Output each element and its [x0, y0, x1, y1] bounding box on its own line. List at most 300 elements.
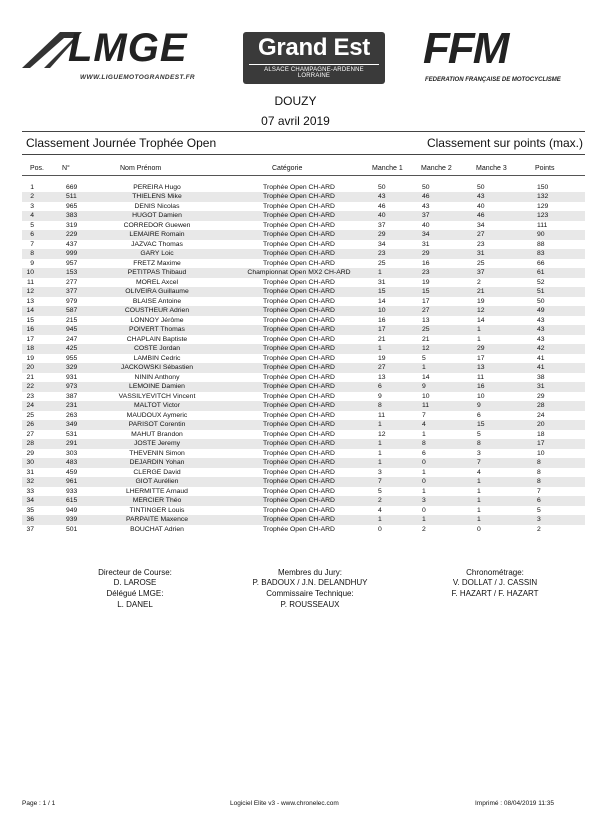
table-row — [22, 306, 585, 316]
cell-m3: 12 — [477, 307, 485, 314]
table-row — [22, 297, 585, 307]
cell-points: 38 — [537, 373, 545, 381]
cell-pos: 25 — [26, 411, 34, 419]
cell-m2: 6 — [422, 449, 426, 457]
cell-category: Trophée Open CH-ARD — [263, 468, 335, 476]
cell-m2: 12 — [422, 345, 430, 352]
cell-m3: 2 — [477, 278, 481, 286]
cell-pos: 15 — [26, 316, 34, 324]
cell-m2: 1 — [422, 430, 426, 438]
cell-points: 29 — [537, 392, 545, 400]
cell-m2: 19 — [422, 278, 430, 286]
cell-category: Trophée Open CH-ARD — [263, 221, 335, 229]
delegate-label: Délégué LMGE: — [106, 589, 164, 598]
cell-num: 215 — [66, 316, 78, 324]
table-row — [22, 430, 585, 440]
cell-points: 18 — [537, 430, 545, 438]
cell-name: JAZVAC Thomas — [131, 240, 183, 248]
cell-num: 437 — [66, 240, 78, 248]
table-row — [22, 363, 585, 373]
cell-category: Trophée Open CH-ARD — [263, 202, 335, 210]
cell-m2: 0 — [422, 459, 426, 466]
header-divider — [22, 175, 585, 176]
cell-points: 24 — [537, 411, 545, 419]
cell-m1: 1 — [378, 449, 382, 457]
cell-num: 587 — [66, 307, 78, 314]
cell-name: THEVENIN Simon — [129, 449, 185, 457]
cell-category: Trophée Open CH-ARD — [263, 478, 335, 485]
cell-m1: 2 — [378, 497, 382, 504]
cell-m1: 37 — [378, 221, 386, 229]
grandest-title: Grand Est — [258, 34, 370, 61]
cell-points: 10 — [537, 449, 545, 457]
cell-category: Trophée Open CH-ARD — [263, 250, 335, 257]
cell-m1: 43 — [378, 193, 386, 200]
cell-points: 51 — [537, 288, 545, 295]
cell-pos: 32 — [26, 478, 34, 485]
cell-m3: 1 — [477, 516, 481, 523]
cell-pos: 5 — [30, 221, 34, 229]
cell-category: Trophée Open CH-ARD — [263, 525, 335, 533]
col-category-header: Catégorie — [272, 165, 303, 172]
jury-label: Membres du Jury: — [277, 568, 343, 577]
cell-pos: 4 — [30, 212, 34, 219]
table-row — [22, 496, 585, 506]
cell-m1: 8 — [378, 402, 382, 409]
cell-m2: 3 — [422, 497, 426, 504]
lmge-name: LMGE — [68, 26, 188, 70]
cell-m1: 21 — [378, 335, 386, 343]
ranking-title: Classement Journée Trophée Open — [26, 136, 217, 150]
cell-name: DEJARDIN Yohan — [129, 459, 185, 466]
footer-software: Logiciel Elite v3 - www.chronelec.com — [230, 800, 339, 807]
cell-m2: 23 — [422, 269, 430, 276]
cell-m2: 50 — [422, 183, 430, 191]
cell-name: COUSTHEUR Adrien — [124, 307, 190, 314]
cell-m1: 27 — [378, 364, 386, 371]
cell-num: 961 — [66, 478, 78, 485]
cell-points: 8 — [537, 478, 541, 485]
cell-category: Trophée Open CH-ARD — [263, 421, 335, 428]
cell-category: Trophée Open CH-ARD — [263, 516, 335, 523]
cell-m1: 34 — [378, 240, 386, 248]
cell-num: 939 — [66, 516, 78, 523]
cell-m2: 7 — [422, 411, 426, 419]
cell-name: PARISOT Corentin — [128, 421, 186, 428]
cell-m3: 8 — [477, 440, 481, 447]
cell-points: 43 — [537, 335, 545, 343]
table-row — [22, 439, 585, 449]
cell-m3: 1 — [477, 487, 481, 495]
cell-category: Trophée Open CH-ARD — [263, 259, 335, 267]
cell-m1: 50 — [378, 183, 386, 191]
cell-pos: 8 — [30, 250, 34, 257]
tech-name: P. ROUSSEAUX — [280, 600, 340, 609]
cell-m3: 3 — [477, 449, 481, 457]
cell-num: 501 — [66, 525, 78, 533]
cell-name: MALTOT Victor — [134, 402, 180, 409]
cell-num: 229 — [66, 231, 78, 238]
cell-m2: 5 — [422, 354, 426, 362]
cell-name: THIELENS Mike — [132, 193, 182, 200]
cell-category: Trophée Open CH-ARD — [263, 497, 335, 504]
table-row — [22, 411, 585, 421]
cell-m1: 14 — [378, 297, 386, 305]
cell-m1: 17 — [378, 326, 386, 333]
cell-m2: 43 — [422, 202, 430, 210]
cell-category: Trophée Open CH-ARD — [263, 231, 335, 238]
table-row — [22, 202, 585, 212]
cell-m3: 14 — [477, 316, 485, 324]
cell-m3: 27 — [477, 231, 485, 238]
cell-pos: 27 — [26, 430, 34, 438]
cell-m3: 23 — [477, 240, 485, 248]
cell-m3: 15 — [477, 421, 485, 428]
table-row — [22, 240, 585, 250]
cell-pos: 9 — [30, 259, 34, 267]
cell-pos: 26 — [26, 421, 34, 428]
table-row — [22, 278, 585, 288]
cell-num: 263 — [66, 411, 78, 419]
cell-num: 955 — [66, 354, 78, 362]
cell-num: 303 — [66, 449, 78, 457]
cell-num: 615 — [66, 497, 78, 504]
cell-category: Trophée Open CH-ARD — [263, 278, 335, 286]
cell-name: BOUCHAT Adrien — [130, 525, 184, 533]
cell-num: 945 — [66, 326, 78, 333]
cell-num: 531 — [66, 430, 78, 438]
cell-pos: 14 — [26, 307, 34, 314]
cell-num: 319 — [66, 221, 78, 229]
cell-points: 41 — [537, 354, 545, 362]
cell-m3: 5 — [477, 430, 481, 438]
cell-m3: 4 — [477, 468, 481, 476]
cell-name: FRETZ Maxime — [133, 259, 181, 267]
cell-m3: 37 — [477, 269, 485, 276]
cell-category: Trophée Open CH-ARD — [263, 297, 335, 305]
table-row — [22, 354, 585, 364]
cell-points: 129 — [537, 202, 549, 210]
table-row — [22, 259, 585, 269]
cell-m2: 1 — [422, 468, 426, 476]
cell-name: TINTINGER Louis — [129, 506, 185, 514]
cell-m1: 7 — [378, 478, 382, 485]
cell-pos: 36 — [26, 516, 34, 523]
cell-points: 50 — [537, 297, 545, 305]
cell-m3: 1 — [477, 326, 481, 333]
cell-name: JACKOWSKI Sébastien — [120, 364, 194, 371]
cell-num: 377 — [66, 288, 78, 295]
cell-points: 42 — [537, 345, 545, 352]
cell-m3: 13 — [477, 364, 485, 371]
cell-m2: 0 — [422, 478, 426, 485]
table-row — [22, 316, 585, 326]
cell-num: 669 — [66, 183, 78, 191]
cell-m2: 46 — [422, 193, 430, 200]
col-points-header: Points — [535, 165, 555, 172]
cell-points: 31 — [537, 383, 545, 390]
cell-num: 933 — [66, 487, 78, 495]
table-row — [22, 468, 585, 478]
cell-name: LEMAIRE Romain — [129, 231, 185, 238]
cell-m2: 2 — [422, 525, 426, 533]
timing-names-2: F. HAZART / F. HAZART — [451, 589, 539, 598]
table-row — [22, 401, 585, 411]
cell-name: PARPAITE Maxence — [125, 516, 189, 523]
cell-name: JOSTE Jeremy — [133, 440, 181, 447]
cell-m2: 37 — [422, 212, 430, 219]
cell-category: Trophée Open CH-ARD — [263, 183, 335, 191]
table-row — [22, 458, 585, 468]
cell-pos: 23 — [26, 392, 34, 400]
cell-pos: 10 — [26, 269, 34, 276]
ranking-mode: Classement sur points (max.) — [426, 136, 583, 150]
cell-points: 90 — [537, 231, 545, 238]
table-row — [22, 230, 585, 240]
cell-category: Trophée Open CH-ARD — [263, 316, 335, 324]
cell-name: PEREIRA Hugo — [133, 183, 181, 191]
cell-m1: 0 — [378, 525, 382, 533]
cell-m1: 10 — [378, 307, 386, 314]
cell-pos: 19 — [26, 354, 34, 362]
cell-name: BLAISE Antoine — [132, 297, 182, 305]
cell-m3: 11 — [477, 373, 485, 381]
cell-category: Championnat Open MX2 CH-ARD — [247, 269, 351, 276]
cell-points: 6 — [537, 497, 541, 504]
cell-points: 123 — [537, 212, 549, 219]
cell-pos: 1 — [30, 183, 34, 191]
table-row — [22, 506, 585, 516]
cell-m3: 21 — [477, 288, 485, 295]
cell-name: GARY Loic — [140, 250, 174, 257]
cell-num: 383 — [66, 212, 78, 219]
col-m1-header: Manche 1 — [372, 165, 403, 172]
cell-name: CLERGE David — [133, 468, 181, 476]
cell-category: Trophée Open CH-ARD — [263, 354, 335, 362]
cell-category: Trophée Open CH-ARD — [263, 364, 335, 371]
cell-m1: 46 — [378, 202, 386, 210]
cell-pos: 17 — [26, 335, 34, 343]
cell-num: 483 — [66, 459, 78, 466]
cell-m2: 31 — [422, 240, 430, 248]
cell-category: Trophée Open CH-ARD — [263, 392, 335, 400]
cell-m2: 1 — [422, 364, 426, 371]
cell-m2: 10 — [422, 392, 430, 400]
cell-m1: 40 — [378, 212, 386, 219]
event-location: DOUZY — [274, 94, 317, 108]
cell-name: MAHUT Brandon — [131, 430, 183, 438]
cell-pos: 3 — [30, 202, 34, 210]
cell-name: GIOT Aurélien — [135, 478, 179, 485]
ffm-letters: FFM — [423, 24, 508, 73]
table-row — [22, 373, 585, 383]
cell-num: 349 — [66, 421, 78, 428]
cell-name: LONNOY Jérôme — [130, 316, 184, 324]
tech-label: Commissaire Technique: — [266, 589, 354, 598]
cell-points: 43 — [537, 326, 545, 333]
cell-points: 61 — [537, 269, 545, 276]
event-date: 07 avril 2019 — [261, 114, 330, 128]
director-label: Directeur de Course: — [98, 568, 172, 577]
cell-m3: 6 — [477, 411, 481, 419]
cell-name: POIVERT Thomas — [129, 326, 185, 333]
cell-m1: 1 — [378, 459, 382, 466]
cell-m3: 31 — [477, 250, 485, 257]
cell-points: 28 — [537, 402, 545, 409]
table-row — [22, 420, 585, 430]
cell-m3: 19 — [477, 297, 485, 305]
table-row — [22, 249, 585, 259]
cell-points: 52 — [537, 278, 545, 286]
cell-points: 88 — [537, 240, 545, 248]
cell-m1: 1 — [378, 440, 382, 447]
timing-names: V. DOLLAT / J. CASSIN — [452, 578, 538, 587]
footer-page: Page : 1 / 1 — [22, 800, 56, 807]
cell-category: Trophée Open CH-ARD — [263, 240, 335, 248]
cell-m1: 1 — [378, 345, 382, 352]
lmge-url: WWW.LIGUEMOTOGRANDEST.FR — [80, 74, 196, 81]
cell-pos: 29 — [26, 449, 34, 457]
cell-name: COSTE Jordan — [133, 345, 181, 352]
cell-num: 291 — [66, 440, 78, 447]
cell-m1: 15 — [378, 288, 386, 295]
cell-points: 132 — [537, 193, 549, 200]
cell-category: Trophée Open CH-ARD — [263, 288, 335, 295]
footer-printed: Imprimé : 08/04/2019 11:35 — [475, 800, 555, 807]
cell-m3: 29 — [477, 345, 485, 352]
cell-m2: 29 — [422, 250, 430, 257]
cell-num: 459 — [66, 468, 78, 476]
cell-name: MOREL Axcel — [135, 278, 179, 286]
cell-num: 277 — [66, 278, 78, 286]
cell-m1: 9 — [378, 392, 382, 400]
cell-m1: 6 — [378, 383, 382, 390]
cell-points: 8 — [537, 459, 541, 466]
cell-name: DENIS Nicolas — [134, 202, 180, 210]
cell-m1: 25 — [378, 259, 386, 267]
table-row — [22, 211, 585, 221]
cell-m1: 29 — [378, 231, 386, 238]
cell-points: 3 — [537, 516, 541, 523]
cell-points: 41 — [537, 364, 545, 371]
cell-name: LAMBIN Cedric — [133, 354, 181, 362]
col-m2-header: Manche 2 — [421, 165, 452, 172]
cell-points: 83 — [537, 250, 545, 257]
cell-m3: 40 — [477, 202, 485, 210]
cell-points: 8 — [537, 468, 541, 476]
cell-name: MAUDOUX Aymeric — [126, 411, 188, 419]
cell-name: VASSILYEVITCH Vincent — [118, 392, 196, 400]
col-m3-header: Manche 3 — [476, 165, 507, 172]
cell-points: 2 — [537, 525, 541, 533]
cell-m2: 9 — [422, 383, 426, 390]
cell-pos: 7 — [30, 240, 34, 248]
cell-m1: 12 — [378, 430, 386, 438]
cell-category: Trophée Open CH-ARD — [263, 430, 335, 438]
cell-points: 20 — [537, 421, 545, 428]
cell-points: 17 — [537, 440, 545, 447]
table-row — [22, 525, 585, 535]
cell-category: Trophée Open CH-ARD — [263, 373, 335, 381]
cell-m1: 3 — [378, 468, 382, 476]
cell-name: LHERMITTE Arnaud — [126, 487, 188, 495]
cell-m2: 21 — [422, 335, 430, 343]
table-row — [22, 192, 585, 202]
ffm-subtitle: FEDERATION FRANÇAISE DE MOTOCYCLISME — [425, 77, 561, 83]
cell-pos: 34 — [26, 497, 34, 504]
grandest-logo — [243, 32, 385, 84]
cell-name: MERCIER Théo — [132, 497, 182, 504]
cell-points: 66 — [537, 259, 545, 267]
cell-pos: 18 — [26, 345, 34, 352]
cell-m3: 10 — [477, 392, 485, 400]
cell-category: Trophée Open CH-ARD — [263, 326, 335, 333]
cell-m1: 11 — [378, 411, 386, 419]
cell-m1: 1 — [378, 421, 382, 428]
cell-m3: 1 — [477, 478, 481, 485]
col-num-header: N° — [62, 165, 70, 172]
cell-pos: 6 — [30, 231, 34, 238]
cell-m3: 46 — [477, 212, 485, 219]
cell-pos: 11 — [26, 278, 34, 286]
cell-category: Trophée Open CH-ARD — [263, 345, 335, 352]
cell-m2: 0 — [422, 506, 426, 514]
cell-category: Trophée Open CH-ARD — [263, 335, 335, 343]
cell-m3: 17 — [477, 354, 485, 362]
cell-points: 150 — [537, 183, 549, 191]
cell-m3: 0 — [477, 525, 481, 533]
cell-category: Trophée Open CH-ARD — [263, 506, 335, 514]
table-row — [22, 287, 585, 297]
cell-num: 957 — [66, 259, 78, 267]
cell-m2: 25 — [422, 326, 430, 333]
table-row — [22, 487, 585, 497]
cell-pos: 16 — [26, 326, 34, 333]
cell-m3: 16 — [477, 383, 485, 390]
cell-category: Trophée Open CH-ARD — [263, 402, 335, 409]
cell-m2: 16 — [422, 259, 430, 267]
cell-pos: 22 — [26, 383, 34, 390]
cell-pos: 37 — [26, 525, 34, 533]
cell-m3: 34 — [477, 221, 485, 229]
cell-name: LEMOINE Damien — [129, 383, 185, 390]
cell-m2: 13 — [422, 316, 430, 324]
cell-m3: 43 — [477, 193, 485, 200]
table-row — [22, 268, 585, 278]
cell-num: 387 — [66, 392, 78, 400]
cell-m1: 5 — [378, 487, 382, 495]
table-row — [22, 221, 585, 231]
cell-pos: 28 — [26, 440, 34, 447]
cell-m2: 1 — [422, 487, 426, 495]
cell-category: Trophée Open CH-ARD — [263, 411, 335, 419]
cell-num: 425 — [66, 345, 78, 352]
cell-m1: 19 — [378, 354, 386, 362]
cell-num: 231 — [66, 402, 78, 409]
cell-num: 965 — [66, 202, 78, 210]
col-name-header: Nom Prénom — [120, 165, 162, 172]
table-row — [22, 392, 585, 402]
cell-pos: 13 — [26, 297, 34, 305]
cell-num: 329 — [66, 364, 78, 371]
cell-m1: 1 — [378, 516, 382, 523]
cell-name: CHAPLAIN Baptiste — [126, 335, 188, 343]
cell-category: Trophée Open CH-ARD — [263, 212, 335, 219]
cell-name: CORREDOR Guewen — [123, 221, 191, 229]
cell-points: 111 — [537, 221, 548, 229]
cell-category: Trophée Open CH-ARD — [263, 307, 335, 314]
delegate-name: L. DANEL — [117, 600, 153, 609]
